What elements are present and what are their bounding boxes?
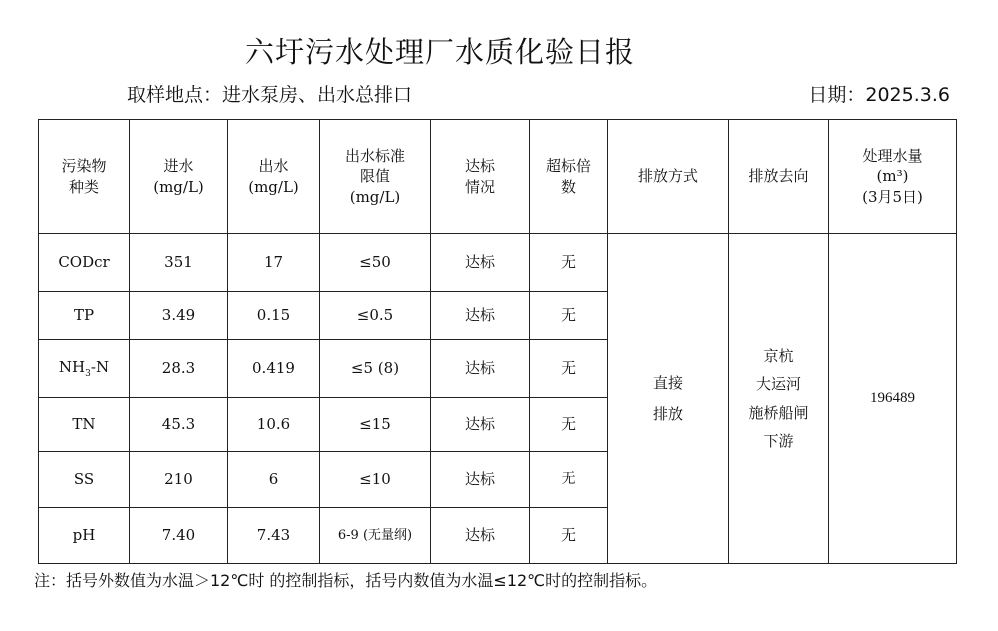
status-value: 达标 (431, 398, 530, 452)
header-row (39, 120, 957, 234)
influent-value: 7.40 (130, 508, 228, 564)
limit-value: 6-9 (无量纲) (320, 508, 431, 564)
effluent-value: 6 (228, 452, 320, 508)
report-date: 日期：2025.3.6 (808, 84, 950, 106)
exceed-value: 无 (530, 292, 608, 340)
influent-value: 28.3 (130, 340, 228, 398)
influent-value: 210 (130, 452, 228, 508)
header-pollutant: 污染物 种类 (39, 120, 130, 234)
influent-value: 351 (130, 234, 228, 292)
header-discharge-method: 排放方式 (608, 120, 729, 234)
header-exceed-ratio: 超标倍 数 (530, 120, 608, 234)
influent-value: 45.3 (130, 398, 228, 452)
pollutant-name: TN (39, 398, 130, 452)
header-discharge-destination: 排放去向 (729, 120, 829, 234)
header-effluent: 出水 (mg/L) (228, 120, 320, 234)
pollutant-name: TP (39, 292, 130, 340)
limit-value: ≤10 (320, 452, 431, 508)
table-row (39, 234, 957, 292)
limit-value: ≤50 (320, 234, 431, 292)
effluent-value: 0.15 (228, 292, 320, 340)
effluent-value: 7.43 (228, 508, 320, 564)
effluent-value: 10.6 (228, 398, 320, 452)
header-influent: 进水 (mg/L) (130, 120, 228, 234)
status-value: 达标 (431, 234, 530, 292)
water-quality-table (38, 119, 957, 564)
status-value: 达标 (431, 340, 530, 398)
effluent-value: 17 (228, 234, 320, 292)
exceed-value: 无 (530, 234, 608, 292)
pollutant-name: CODcr (39, 234, 130, 292)
discharge-method-value: 直接 排放 (608, 234, 729, 564)
treated-volume-value: 196489 (829, 234, 957, 564)
status-value: 达标 (431, 292, 530, 340)
limit-value: ≤0.5 (320, 292, 431, 340)
status-value: 达标 (431, 452, 530, 508)
limit-value: ≤5 (8) (320, 340, 431, 398)
header-standard-limit: 出水标准 限值 (mg/L) (320, 120, 431, 234)
status-value: 达标 (431, 508, 530, 564)
pollutant-name: SS (39, 452, 130, 508)
pollutant-name: pH (39, 508, 130, 564)
header-status: 达标 情况 (431, 120, 530, 234)
report-title: 六圩污水处理厂水质化验日报 (244, 35, 635, 69)
pollutant-name: $NH_3-N$ (39, 340, 130, 398)
discharge-destination-value: 京杭 大运河 施桥船闸 下游 (729, 234, 829, 564)
exceed-value: 无 (530, 398, 608, 452)
exceed-value: 无 (530, 452, 608, 508)
sample-location: 取样地点：进水泵房、出水总排口 (127, 84, 413, 106)
exceed-value: 无 (530, 508, 608, 564)
header-treated-volume: 处理水量 (m³) (3月5日) (829, 120, 957, 234)
influent-value: 3.49 (130, 292, 228, 340)
footnote: 注：括号外数值为水温＞12℃时 的控制指标，括号内数值为水温≤12℃时的控制指标。 (34, 571, 658, 590)
exceed-value: 无 (530, 340, 608, 398)
limit-value: ≤15 (320, 398, 431, 452)
effluent-value: 0.419 (228, 340, 320, 398)
